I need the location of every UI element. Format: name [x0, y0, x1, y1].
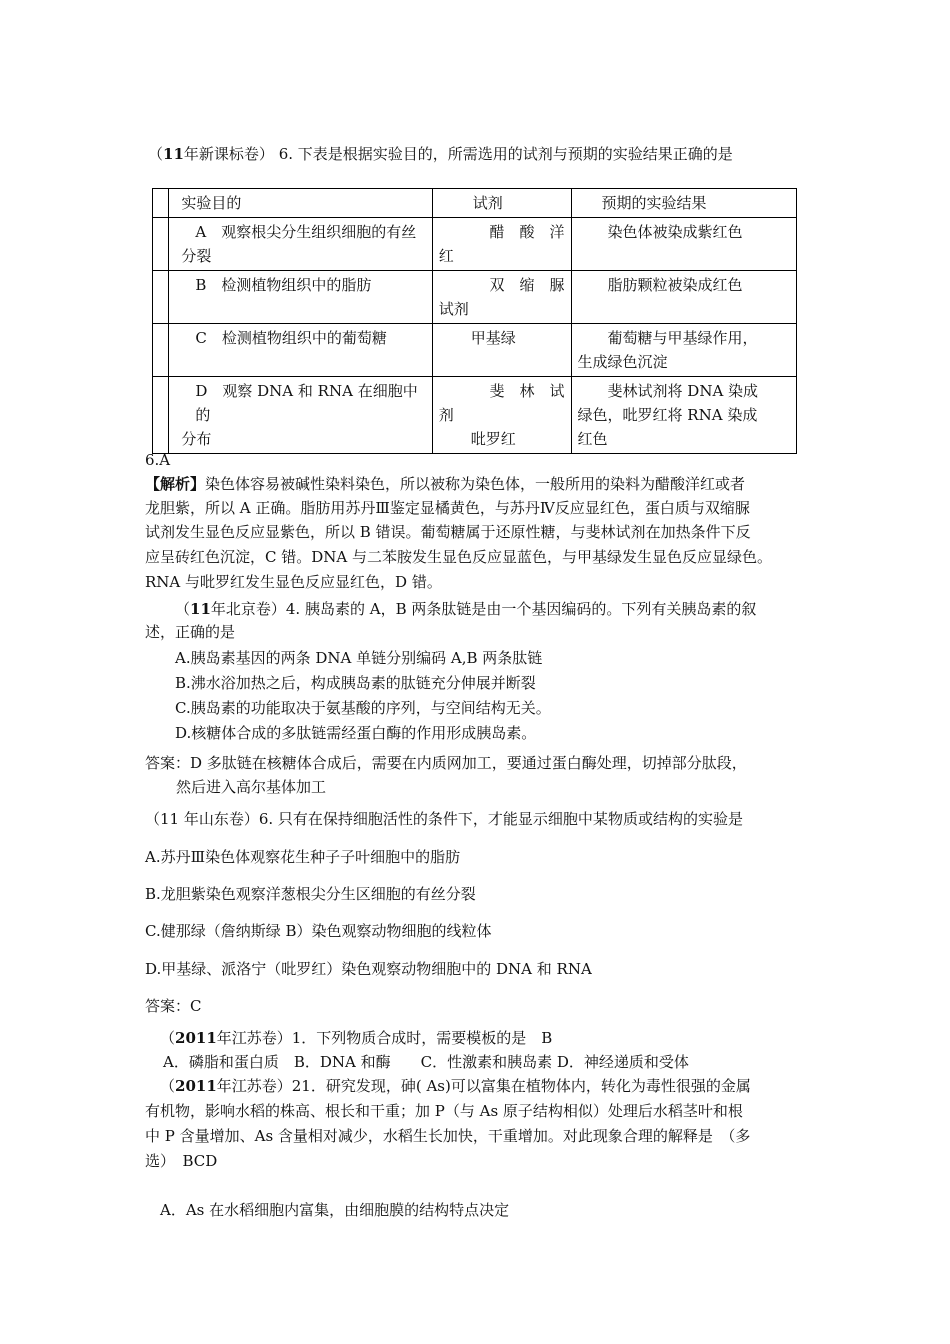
- table-row: [153, 271, 797, 324]
- q1-stem: 6. 下表是根据实验目的，所需选用的试剂与预期的实验结果正确的是: [278, 145, 733, 163]
- q1-analysis-line-4: 应呈砖红色沉淀，C 错。DNA 与二苯胺发生显色反应显蓝色，与甲基绿发生显色反应显绿色。: [145, 548, 773, 566]
- q4-stem-text: 年江苏卷）1．下列物质合成时，需要模板的是 B: [216, 1029, 553, 1047]
- cell-reagent: [432, 377, 571, 454]
- cell-reagent: [432, 271, 571, 324]
- cell-text: D 观察 DNA 和 RNA 在细胞中的: [195, 382, 418, 424]
- table-index-cell: [153, 324, 169, 377]
- cell-purpose: [169, 377, 432, 454]
- q5-stem-line-3: 中 P 含量增加、As 含量相对减少，水稻生长加快，干重增加。对此现象合理的解释是 （多: [145, 1127, 751, 1145]
- q2-stem-line-1: [175, 598, 756, 620]
- q2-option-c: C.胰岛素的功能取决于氨基酸的序列，与空间结构无关。: [175, 699, 551, 717]
- cell-purpose: [169, 218, 432, 271]
- q5-option-a: A．As 在水稻细胞内富集，由细胞膜的结构特点决定: [160, 1201, 510, 1219]
- cell-text: 脂肪颗粒被染成红色: [607, 276, 743, 294]
- table-row: [153, 324, 797, 377]
- q2-open-paren: （: [175, 600, 191, 618]
- q5-stem-line-4: 选） BCD: [145, 1152, 218, 1170]
- q3-answer: 答案：C: [145, 997, 202, 1015]
- q3-option-b: B.龙胆紫染色观察洋葱根尖分生区细胞的有丝分裂: [145, 885, 476, 903]
- q2-stem-line-2: 述，正确的是: [145, 623, 236, 641]
- q3-option-c: C.健那绿（詹纳斯绿 B）染色观察动物细胞的线粒体: [145, 922, 492, 940]
- q1-header: [148, 143, 733, 165]
- q2-year: 11: [190, 600, 211, 618]
- q1-analysis-line-3: 试剂发生显色反应显紫色，所以 B 错误。葡萄糖属于还原性糖，与斐林试剂在加热条件下反: [145, 523, 751, 541]
- cell-text: 红色: [577, 430, 608, 448]
- header-reagent: 试剂: [432, 189, 571, 218]
- cell-text: 分裂: [181, 247, 212, 265]
- cell-text: 试剂: [438, 300, 469, 318]
- q3-option-d: D.甲基绿、派洛宁（吡罗红）染色观察动物细胞中的 DNA 和 RNA: [145, 960, 592, 978]
- table-row: [153, 377, 797, 454]
- cell-reagent: [432, 218, 571, 271]
- analysis-label: 【解析】: [145, 475, 206, 493]
- q5-stem-line-1: [160, 1075, 751, 1097]
- cell-text: 剂: [438, 406, 454, 424]
- cell-purpose: [169, 324, 432, 377]
- q5-year: 2011: [175, 1077, 217, 1095]
- q5-stem-text: 年江苏卷）21．研究发现，砷( As)可以富集在植物体内，转化为毒性很强的金属: [216, 1077, 751, 1095]
- analysis-text: 染色体容易被碱性染料染色，所以被称为染色体，一般所用的染料为醋酸洋红或者: [205, 475, 746, 493]
- cell-text: 斐 林 试: [489, 382, 565, 400]
- q3-stem: （11 年山东卷）6. 只有在保持细胞活性的条件下，才能显示细胞中某物质或结构的实验是: [145, 810, 743, 828]
- cell-result: [571, 324, 796, 377]
- cell-text: 吡罗红: [470, 430, 516, 448]
- q4-options: A．磷脂和蛋白质 B．DNA 和酶 C．性激素和胰岛素 D．神经递质和受体: [163, 1053, 689, 1071]
- q4-open-paren: （: [160, 1029, 176, 1047]
- cell-text: 双 缩 脲: [489, 276, 565, 294]
- cell-reagent: [432, 324, 571, 377]
- cell-text: 葡萄糖与甲基绿作用，: [607, 329, 758, 347]
- cell-text: 斐林试剂将 DNA 染成: [607, 382, 759, 400]
- table-index-cell: [153, 218, 169, 271]
- q4-stem: [160, 1027, 552, 1049]
- cell-text: 醋 酸 洋: [489, 223, 565, 241]
- q1-analysis-line-2: 龙胆紫，所以 A 正确。脂肪用苏丹Ⅲ鉴定显橘黄色，与苏丹Ⅳ反应显红色，蛋白质与双缩脲: [145, 499, 750, 517]
- q5-stem-line-2: 有机物，影响水稻的株高、根长和干重；加 P（与 As 原子结构相似）处理后水稻茎叶和根: [145, 1102, 743, 1120]
- cell-purpose: [169, 271, 432, 324]
- cell-text: 分布: [181, 430, 212, 448]
- cell-text: 甲基绿: [470, 329, 516, 347]
- table-index-cell: [153, 189, 169, 218]
- cell-text: 红: [438, 247, 454, 265]
- q1-year: 11: [163, 145, 184, 163]
- cell-result: [571, 271, 796, 324]
- cell-text: 绿色，吡罗红将 RNA 染成: [577, 406, 758, 424]
- cell-text: A 观察根尖分生组织细胞的有丝: [195, 223, 417, 241]
- cell-text: 染色体被染成紫红色: [607, 223, 743, 241]
- q2-option-a: A.胰岛素基因的两条 DNA 单链分别编码 A,B 两条肽链: [175, 649, 543, 667]
- q2-answer-line-1: 答案：D 多肽链在核糖体合成后，需要在内质网加工，要通过蛋白酶处理，切掉部分肽段，: [145, 754, 747, 772]
- cell-result: [571, 218, 796, 271]
- cell-text: C 检测植物组织中的葡萄糖: [195, 329, 387, 347]
- q1-source: 年新课标卷）: [183, 145, 274, 163]
- q5-open-paren: （: [160, 1077, 176, 1095]
- header-purpose: 实验目的: [169, 189, 432, 218]
- header-result: 预期的实验结果: [571, 189, 796, 218]
- cell-result: [571, 377, 796, 454]
- cell-text: B 检测植物组织中的脂肪: [195, 276, 372, 294]
- q3-option-a: A.苏丹Ⅲ染色体观察花生种子子叶细胞中的脂肪: [145, 848, 461, 866]
- q1-analysis-line-5: RNA 与吡罗红发生显色反应显红色，D 错。: [145, 573, 442, 591]
- q1-analysis-line-1: [145, 473, 745, 495]
- table-row: [153, 218, 797, 271]
- table-header-row: [153, 189, 797, 218]
- table-index-cell: [153, 377, 169, 454]
- q4-year: 2011: [175, 1029, 217, 1047]
- q2-answer-line-2: 然后进入高尔基体加工: [176, 778, 327, 796]
- q2-stem-text: 年北京卷）4. 胰岛素的 A，B 两条肽链是由一个基因编码的。下列有关胰岛素的叙: [210, 600, 757, 618]
- q1-open-paren: （: [148, 145, 164, 163]
- q1-answer: 6.A: [145, 451, 171, 469]
- q2-option-b: B.沸水浴加热之后，构成胰岛素的肽链充分伸展并断裂: [175, 674, 536, 692]
- table-index-cell: [153, 271, 169, 324]
- q2-option-d: D.核糖体合成的多肽链需经蛋白酶的作用形成胰岛素。: [175, 724, 537, 742]
- cell-text: 生成绿色沉淀: [577, 353, 668, 371]
- experiment-table: [152, 188, 797, 454]
